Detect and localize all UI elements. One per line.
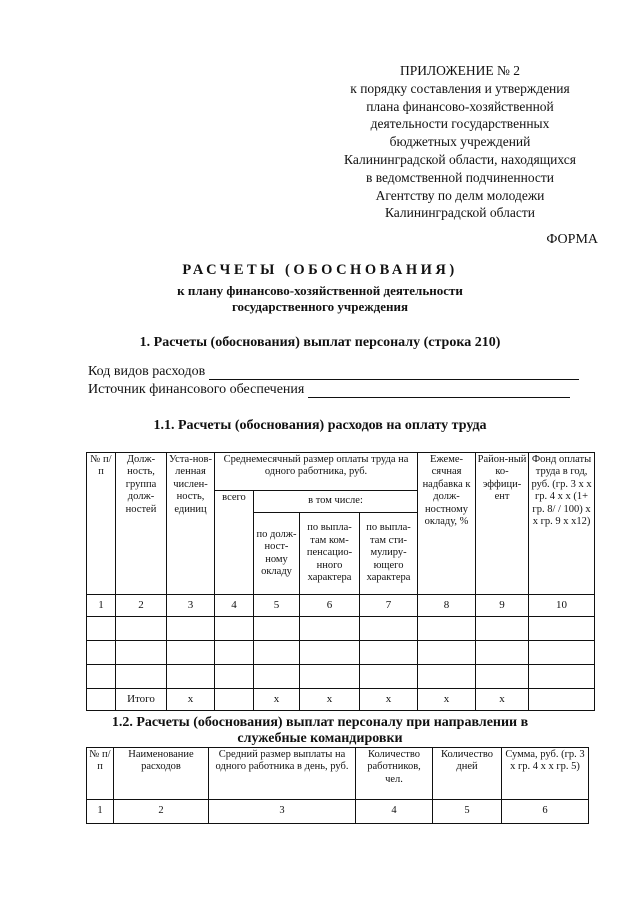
header-workers: Количество работников, чел. xyxy=(356,748,433,800)
header-annual-fund: Фонд оплаты труда в год, руб. (гр. 3 х х гр. 4 х х (1+ гр. 8/ / 100) х х гр. 9 х х12) xyxy=(529,453,595,595)
empty-cell[interactable] xyxy=(300,665,360,689)
section-1-1-heading: 1.1. Расчеты (обоснования) расходов на оплату труда xyxy=(153,418,487,433)
empty-cell[interactable] xyxy=(254,665,300,689)
section-1-2-heading xyxy=(0,715,640,747)
total-cell: x xyxy=(254,689,300,711)
total-cell: x xyxy=(300,689,360,711)
header-days: Количество дней xyxy=(433,748,502,800)
appendix-block xyxy=(300,62,620,222)
funding-source-label: Источник финансового обеспечения xyxy=(88,382,305,397)
empty-cell[interactable] xyxy=(300,617,360,641)
empty-cell[interactable] xyxy=(529,665,595,689)
total-cell xyxy=(87,689,116,711)
heading-line: 1.2. Расчеты (обоснования) выплат персоналу при направлении в xyxy=(111,715,529,730)
header-stimulating: по выпла-там сти-мулиру-ющего характера xyxy=(360,513,418,595)
header-compensation: по выпла-там ком-пенсацио-нного характера xyxy=(300,513,360,595)
header-num: № п/п xyxy=(87,748,114,800)
appendix-line: Калининградской области, находящихся xyxy=(344,151,576,167)
total-cell: x xyxy=(360,689,418,711)
expense-code-blank[interactable] xyxy=(209,367,579,380)
section-1-heading: 1. Расчеты (обоснования) выплат персоналу (строка 210) xyxy=(139,335,501,350)
empty-cell[interactable] xyxy=(360,617,418,641)
header-monthly-bonus: Ежеме-сячная надбавка к долж-ностному окладу, % xyxy=(418,453,476,595)
appendix-line: в ведомственной подчиненности xyxy=(365,169,555,185)
col-number: 1 xyxy=(87,800,114,824)
empty-cell[interactable] xyxy=(116,665,167,689)
empty-cell[interactable] xyxy=(116,617,167,641)
header-headcount: Уста-нов-ленная числен-ность, единиц xyxy=(167,453,215,595)
empty-cell[interactable] xyxy=(167,665,215,689)
total-cell xyxy=(529,689,595,711)
total-label: Итого xyxy=(116,689,167,711)
header-avg-daily: Средний размер выплаты на одного работника в день, руб. xyxy=(209,748,356,800)
table-row xyxy=(87,641,595,665)
empty-cell[interactable] xyxy=(360,641,418,665)
empty-cell[interactable] xyxy=(167,617,215,641)
empty-cell[interactable] xyxy=(215,665,254,689)
header-num: № п/п xyxy=(87,453,116,595)
empty-cell[interactable] xyxy=(215,617,254,641)
appendix-line: к порядку составления и утверждения xyxy=(350,80,570,96)
header-total: всего xyxy=(215,491,254,595)
col-number: 6 xyxy=(300,595,360,617)
empty-cell[interactable] xyxy=(476,665,529,689)
col-number: 2 xyxy=(116,595,167,617)
heading-line: служебные командировки xyxy=(237,731,403,746)
subtitle-line: государственного учреждения xyxy=(231,299,409,314)
empty-cell[interactable] xyxy=(254,641,300,665)
empty-cell[interactable] xyxy=(360,665,418,689)
appendix-line: плана финансово-хозяйственной xyxy=(366,98,554,114)
document-subtitle xyxy=(0,283,640,315)
labor-cost-table xyxy=(86,452,595,711)
empty-cell[interactable] xyxy=(87,665,116,689)
table-row xyxy=(87,665,595,689)
document-title: РАСЧЕТЫ (ОБОСНОВАНИЯ) xyxy=(182,262,458,278)
col-number: 3 xyxy=(167,595,215,617)
empty-cell[interactable] xyxy=(418,665,476,689)
header-position: Долж-ность, группа долж-ностей xyxy=(116,453,167,595)
empty-cell[interactable] xyxy=(87,617,116,641)
header-base-salary: по долж-ност-ному окладу xyxy=(254,513,300,595)
col-number: 1 xyxy=(87,595,116,617)
expense-code-field xyxy=(88,364,579,380)
header-including: в том числе: xyxy=(254,491,418,513)
business-trip-table xyxy=(86,747,589,824)
empty-cell[interactable] xyxy=(215,641,254,665)
total-cell: x xyxy=(418,689,476,711)
total-row xyxy=(87,689,595,711)
col-number: 5 xyxy=(254,595,300,617)
col-number: 6 xyxy=(502,800,589,824)
forma-label: ФОРМА xyxy=(546,232,598,247)
col-number: 9 xyxy=(476,595,529,617)
col-number: 7 xyxy=(360,595,418,617)
header-avg-salary: Среднемесячный размер оплаты труда на одного работника, руб. xyxy=(215,453,418,491)
empty-cell[interactable] xyxy=(87,641,116,665)
col-number: 8 xyxy=(418,595,476,617)
header-sum: Сумма, руб. (гр. 3 х гр. 4 х х гр. 5) xyxy=(502,748,589,800)
empty-cell[interactable] xyxy=(167,641,215,665)
empty-cell[interactable] xyxy=(476,641,529,665)
col-number: 4 xyxy=(356,800,433,824)
header-expense-name: Наименование расходов xyxy=(114,748,209,800)
expense-code-label: Код видов расходов xyxy=(88,364,206,379)
total-cell: x xyxy=(476,689,529,711)
appendix-line: Агентству по делм молодежи xyxy=(375,187,545,203)
appendix-line: ПРИЛОЖЕНИЕ № 2 xyxy=(399,63,521,78)
total-cell: x xyxy=(167,689,215,711)
header-district-coef: Район-ный ко-эффици-ент xyxy=(476,453,529,595)
empty-cell[interactable] xyxy=(476,617,529,641)
col-number: 4 xyxy=(215,595,254,617)
col-number: 10 xyxy=(529,595,595,617)
funding-source-blank[interactable] xyxy=(308,385,570,398)
empty-cell[interactable] xyxy=(529,641,595,665)
empty-cell[interactable] xyxy=(529,617,595,641)
table-row xyxy=(87,617,595,641)
col-number: 3 xyxy=(209,800,356,824)
funding-source-field xyxy=(88,382,570,398)
empty-cell[interactable] xyxy=(116,641,167,665)
empty-cell[interactable] xyxy=(418,617,476,641)
col-number: 5 xyxy=(433,800,502,824)
subtitle-line: к плану финансово-хозяйственной деятельности xyxy=(177,283,463,298)
empty-cell[interactable] xyxy=(254,617,300,641)
appendix-line: деятельности государственных xyxy=(370,116,550,132)
col-number: 2 xyxy=(114,800,209,824)
total-cell xyxy=(215,689,254,711)
appendix-line: бюджетных учреждений xyxy=(389,134,531,150)
empty-cell[interactable] xyxy=(300,641,360,665)
empty-cell[interactable] xyxy=(418,641,476,665)
appendix-line: Калининградской области xyxy=(384,205,536,221)
